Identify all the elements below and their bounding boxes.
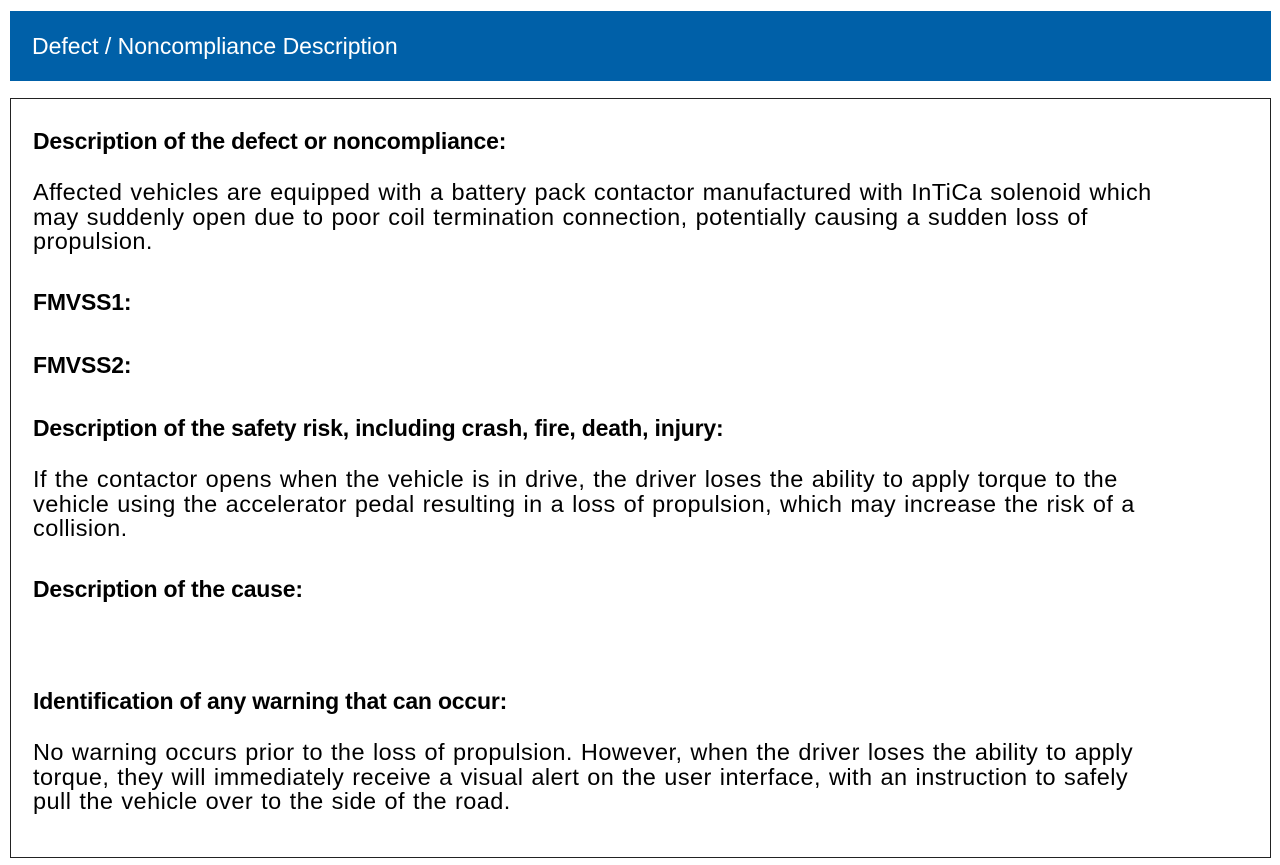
safety-risk-label: Description of the safety risk, including crash, fire, death, injury: [33, 415, 724, 441]
warning-description [33, 740, 1253, 814]
cause-label: Description of the cause: [33, 576, 303, 602]
defect-label: Description of the defect or noncompliance: [33, 128, 507, 154]
safety-risk-line: vehicle using the accelerator pedal resulting in a loss of propulsion, which may increase the risk of a [33, 490, 1135, 517]
safety-risk-line: collision. [33, 515, 128, 541]
defect-description [33, 180, 1253, 254]
warning-line: torque, they will immediately receive a visual alert on the user interface, with an instruction to safely [33, 763, 1129, 790]
safety-risk-description [33, 467, 1253, 541]
warning-label: Identification of any warning that can occur: [33, 688, 508, 714]
defect-description-line: may suddenly open due to poor coil termination connection, potentially causing a sudden loss of [33, 203, 1088, 230]
fmvss2-label: FMVSS2: [33, 352, 132, 378]
warning-line: No warning occurs prior to the loss of propulsion. However, when the driver loses the ability to apply [33, 739, 1134, 765]
safety-risk-line: If the contactor opens when the vehicle is in drive, the driver loses the ability to apply torque to the [33, 466, 1118, 492]
warning-line: pull the vehicle over to the side of the road. [33, 788, 511, 814]
fmvss1-label: FMVSS1: [33, 289, 132, 315]
defect-description-line: propulsion. [33, 228, 153, 254]
section-header-bar [10, 11, 1271, 81]
section-title: Defect / Noncompliance Description [32, 33, 398, 59]
description-panel [10, 98, 1271, 858]
defect-description-line: Affected vehicles are equipped with a battery pack contactor manufactured with InTiCa solenoid which [33, 179, 1152, 205]
